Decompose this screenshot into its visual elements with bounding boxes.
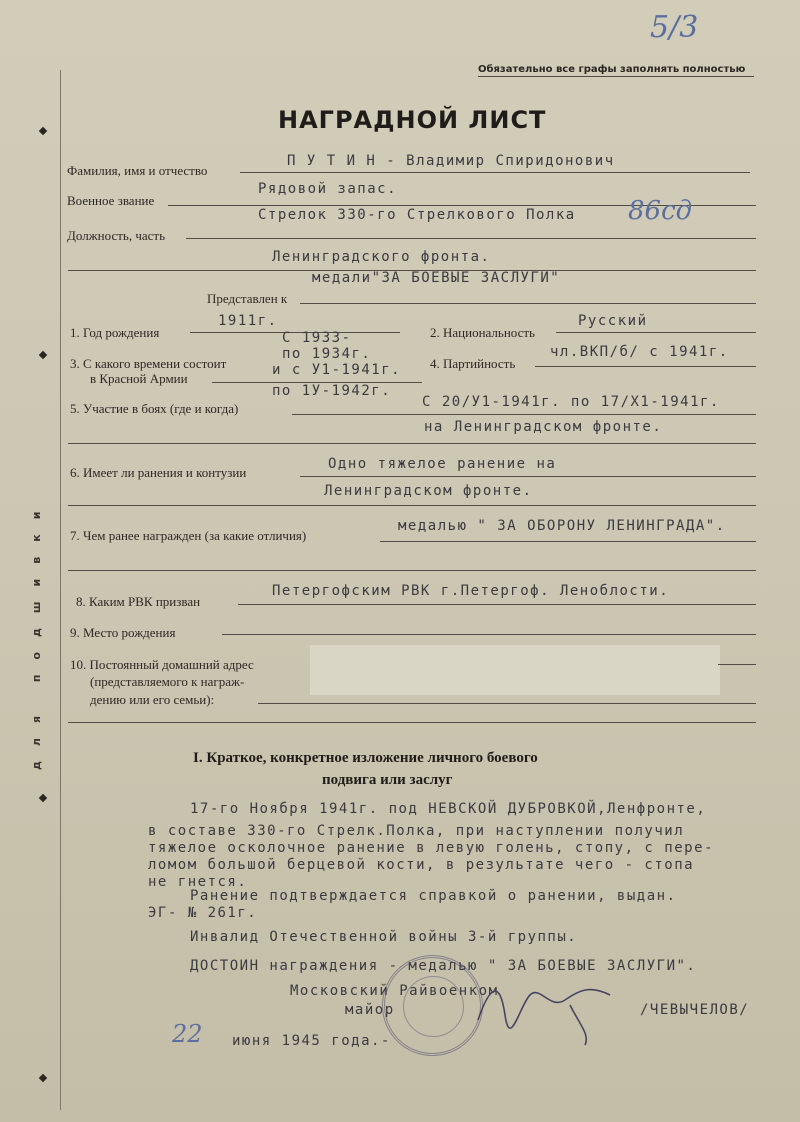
binding-side-label: для подшивки [30,496,43,770]
signatory-office: Московский Райвоенком [290,983,499,999]
q6-value-a: Одно тяжелое ранение на [328,456,557,472]
presented-value: медали"ЗА БОЕВЫЕ ЗАСЛУГИ" [312,270,561,286]
unit-handwritten-mark: 86сд [628,196,693,226]
text-line-3: тяжелое осколочное ранение в левую голень, стопу, с пере- [148,840,714,856]
rank-value: Рядовой запас. [258,181,398,197]
margin-rule [60,70,61,1110]
rule [186,238,756,239]
q4-label: 4. Партийность [430,356,516,371]
rule [292,414,756,415]
q2-label: 2. Национальность [430,325,535,340]
rule [222,634,756,635]
q3-value-a: С 1933- [282,330,352,346]
q6-value-b: Ленинградском фронте. [324,483,533,499]
q3-label-b: в Красной Армии [90,371,188,386]
presented-label: Представлен к [207,291,288,306]
page-title: НАГРАДНОЙ ЛИСТ [278,106,547,134]
rule [718,664,756,665]
q10-label-c: дению или его семьи): [90,692,215,707]
redacted-address [310,645,720,695]
rule [300,476,756,477]
signature [470,975,620,1050]
rule [68,570,756,571]
text-line-9: ДОСТОИН награждения - медалью " ЗА БОЕВЫЕ ЗАСЛУГИ". [190,958,697,974]
q3-value-c: и с У1-1941г. [272,362,402,378]
signatory-rank: майор [345,1002,395,1018]
rule [68,443,756,444]
text-line-7: ЭГ- № 261г. [148,905,258,921]
q1-label: 1. Год рождения [70,325,160,340]
date-rest: июня 1945 года.- [232,1033,391,1049]
rule [238,604,756,605]
name-value: П У Т И Н - Владимир Спиридонович [287,153,615,169]
q6-label: 6. Имеет ли ранения и контузии [70,465,247,480]
q7-label: 7. Чем ранее награжден (за какие отличия) [70,528,307,543]
corner-mark: 5/3 [650,10,699,45]
rule [478,76,754,77]
q3-value-b: по 1934г. [282,346,372,362]
q5-label: 5. Участие в боях (где и когда) [70,401,239,416]
date-day: 22 [172,1020,203,1048]
q7-value: медалью " ЗА ОБОРОНУ ЛЕНИНГРАДА". [398,518,726,534]
rule [300,303,756,304]
rule [556,332,756,333]
position-value-2: Ленинградского фронта. [272,249,491,265]
position-label: Должность, часть [67,228,166,243]
rule [535,366,756,367]
text-line-8: Инвалид Отечественной войны 3-й группы. [190,929,578,945]
q10-label: 10. Постоянный домашний адрес [70,657,254,672]
q9-label: 9. Место рождения [70,625,176,640]
text-line-6: Ранение подтверждается справкой о ранении, выдан. [190,888,677,904]
rule [68,505,756,506]
q2-value: Русский [578,313,648,329]
section-heading-2: подвига или заслуг [322,772,453,788]
q1-value: 1911г. [218,313,278,329]
q3-value-d: по 1У-1942г. [272,383,392,399]
rule [240,172,750,173]
name-label: Фамилия, имя и отчество [67,163,208,178]
text-line-4: ломом большой берцевой кости, в результате чего - стопа [148,857,695,873]
section-heading: I. Краткое, конкретное изложение личного боевого [193,750,538,766]
text-line-2: в составе 330-го Стрелк.Полка, при наступлении получил [148,823,685,839]
q4-value: чл.ВКП/б/ с 1941г. [550,344,729,360]
text-line-1: 17-го Ноября 1941г. под НЕВСКОЙ ДУБРОВКОЙ,Ленфронте, [190,801,707,817]
rule [380,541,756,542]
rank-label: Военное звание [67,193,155,208]
q8-value: Петергофским РВК г.Петергоф. Леноблости. [272,583,670,599]
text-line-5: не гнется. [148,874,248,890]
q10-label-b: (представляемого к награж- [90,674,245,689]
position-value: Стрелок 330-го Стрелкового Полка [258,207,576,223]
q5-value-a: С 20/У1-1941г. по 17/Х1-1941г. [422,394,720,410]
official-stamp [382,955,483,1056]
section-divider [68,722,756,723]
rule [258,703,756,704]
signatory-name: /ЧЕВЫЧЕЛОВ/ [640,1002,750,1018]
fill-notice: Обязательно все графы заполнять полностью [478,64,746,75]
q3-label: 3. С какого времени состоит [70,356,227,371]
q8-label: 8. Каким РВК призван [76,594,201,609]
q5-value-b: на Ленинградском фронте. [424,419,663,435]
